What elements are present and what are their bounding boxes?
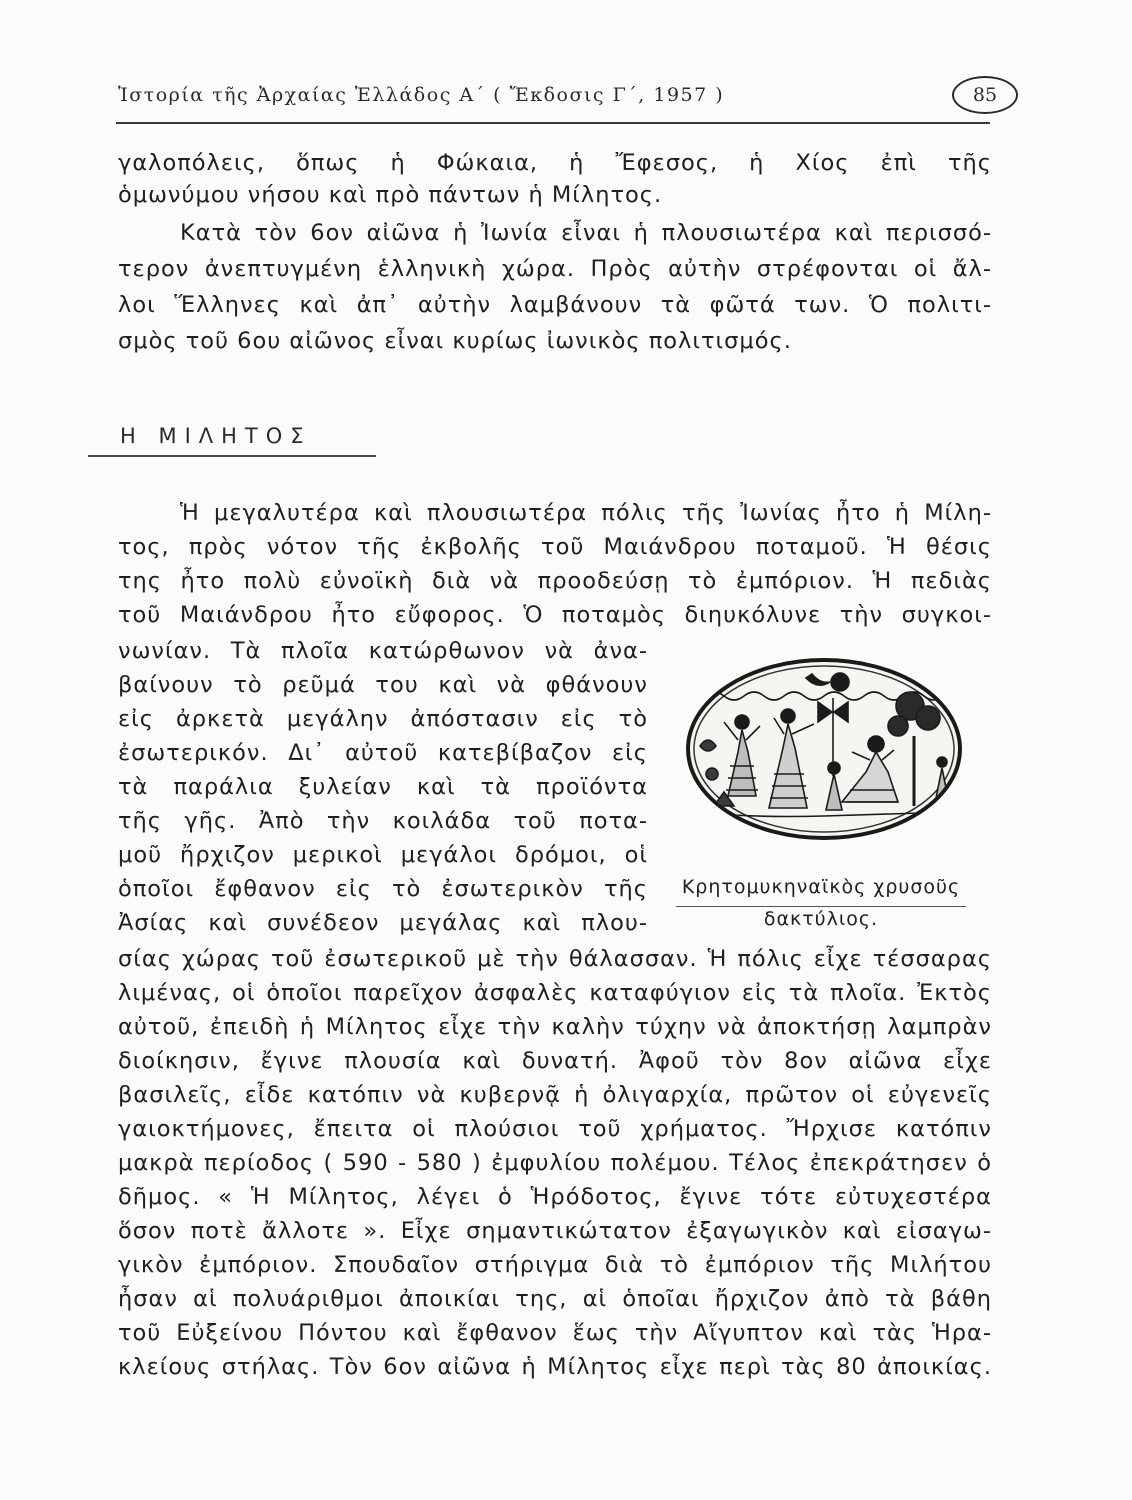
body-line: ὅσον ποτὲ ἄλλοτε ». Εἶχε σημαντικώτατον ἐξαγωγικὸν καὶ εἰσαγω- [118,1218,992,1244]
body-line: γικὸν ἐμπόριον. Σπουδαῖον στήριγμα διὰ τὸ ἐμπόριον τῆς Μιλήτου [118,1252,992,1278]
figure-caption-line2: δακτύλιος. [763,908,879,930]
body-line: τοῦ Μαιάνδρου ἦτο εὔφορος. Ὁ ποταμὸς διηυκόλυνε τὴν συγκοι- [118,602,992,628]
body-line: γαιοκτήμονες, ἔπειτα οἱ πλούσιοι τοῦ χρήματος. Ἤρχισε κατόπιν [118,1116,992,1142]
body-line: εἰς ἀρκετὰ μεγάλην ἀπόστασιν εἰς τὸ [118,706,648,732]
body-line: αὐτοῦ, ἐπειδὴ ἡ Μίλητος εἶχε τὴν καλὴν τύχην νὰ ἀποκτήσῃ λαμπρὰν [118,1014,992,1040]
body-line: τοῦ Εὐξείνου Πόντου καὶ ἔφθανον ἕως τὴν Αἴγυπτον καὶ τὰς Ἡρα- [118,1320,992,1346]
figure-caption-line1: Κρητομυκηναϊκὸς χρυσοῦς [681,876,961,898]
body-line: σίας χώρας τοῦ ἐσωτερικοῦ μὲ τὴν θάλασσαν. Ἡ πόλις εἶχε τέσσαρας [118,946,992,972]
running-title: Ἱστορία τῆς Ἀρχαίας Ἑλλάδος Α΄ ( Ἔκδοσις Γ΄, 1957 ) [118,84,725,106]
body-line: βαίνουν τὸ ρεῦμά του καὶ νὰ φθάνουν [118,672,648,698]
body-line: μοῦ ἤρχιζον μερικοὶ μεγάλοι δρόμοι, οἱ [118,842,648,868]
body-line: βασιλεῖς, εἶδε κατόπιν νὰ κυβερνᾷ ἡ ὀλιγαρχία, πρῶτον οἱ εὐγενεῖς [118,1082,992,1108]
intro-line: λοι Ἕλληνες καὶ ἀπ᾽ αὐτὴν λαμβάνουν τὰ φῶτά των. Ὁ πολιτι- [118,292,992,318]
body-line: κλείους στήλας. Τὸν 6ον αἰῶνα ἡ Μίλητος εἶχε περὶ τὰς 80 ἀποικίας. [118,1354,992,1380]
intro-line: Κατὰ τὸν 6ον αἰῶνα ἡ Ἰωνία εἶναι ἡ πλουσιωτέρα καὶ περισσό- [180,220,992,246]
intro-line: ὁμωνύμου νήσου καὶ πρὸ πάντων ἡ Μίλητος. [118,182,663,208]
header-rule [116,122,990,124]
body-line: τος, πρὸς νότον τῆς ἐκβολῆς τοῦ Μαιάνδρου ποταμοῦ. Ἡ θέσις [118,534,992,560]
section-heading-rule [88,455,376,457]
body-line: νωνίαν. Τὰ πλοῖα κατώρθωνον νὰ ἀνα- [118,638,648,664]
body-line: Ἡ μεγαλυτέρα καὶ πλουσιωτέρα πόλις τῆς Ἰωνίας ἦτο ἡ Μίλη- [180,500,992,526]
body-line: ἐσωτερικόν. Δι᾽ αὐτοῦ κατεβίβαζον εἰς [118,740,648,766]
body-line: τὰ παράλια ξυλείαν καὶ τὰ προϊόντα [118,774,648,800]
intro-line: τερον ἀνεπτυγμένη ἑλληνικὴ χώρα. Πρὸς αὐτὴν στρέφονται οἱ ἄλ- [118,256,992,282]
intro-line: σμὸς τοῦ 6ου αἰῶνος εἶναι κυρίως ἰωνικὸς πολιτισμός. [118,328,792,354]
body-line: δῆμος. « Ἡ Μίλητος, λέγει ὁ Ἡρόδοτος, ἔγινε τότε εὐτυχεστέρα [118,1184,992,1210]
body-line: λιμένας, οἱ ὁποῖοι παρεῖχον ἀσφαλὲς καταφύγιον εἰς τὰ πλοῖα. Ἐκτὸς [118,980,992,1006]
page-number: 85 [952,76,1018,114]
body-line: μακρὰ περίοδος ( 590 - 580 ) ἐμφυλίου πολέμου. Τέλος ἐπεκράτησεν ὁ [118,1150,992,1176]
gold-ring-illustration [684,656,964,842]
body-line: της ἦτο πολὺ εὐνοϊκὴ διὰ νὰ προοδεύσῃ τὸ ἐμπόριον. Ἡ πεδιὰς [118,568,992,594]
body-line: ἦσαν αἱ πολυάριθμοι ἀποικίαι της, αἱ ὁποῖαι ἤρχιζον ἀπὸ τὰ βάθη [118,1286,992,1312]
intro-line: γαλοπόλεις, ὅπως ἡ Φώκαια, ἡ Ἔφεσος, ἡ Χίος ἐπὶ τῆς [118,150,992,176]
body-line: τῆς γῆς. Ἀπὸ τὴν κοιλάδα τοῦ ποτα- [118,808,648,834]
body-line: διοίκησιν, ἔγινε πλουσία καὶ δυνατή. Ἀφοῦ τὸν 8ον αἰῶνα εἶχε [118,1048,992,1074]
body-line: Ἀσίας καὶ συνέδεον μεγάλας καὶ πλου- [118,910,648,936]
caption-rule [676,906,966,907]
body-line: ὁποῖοι ἔφθανον εἰς τὸ ἐσωτερικὸν τῆς [118,876,648,902]
section-heading: Η ΜΙΛΗΤΟΣ [120,424,312,448]
